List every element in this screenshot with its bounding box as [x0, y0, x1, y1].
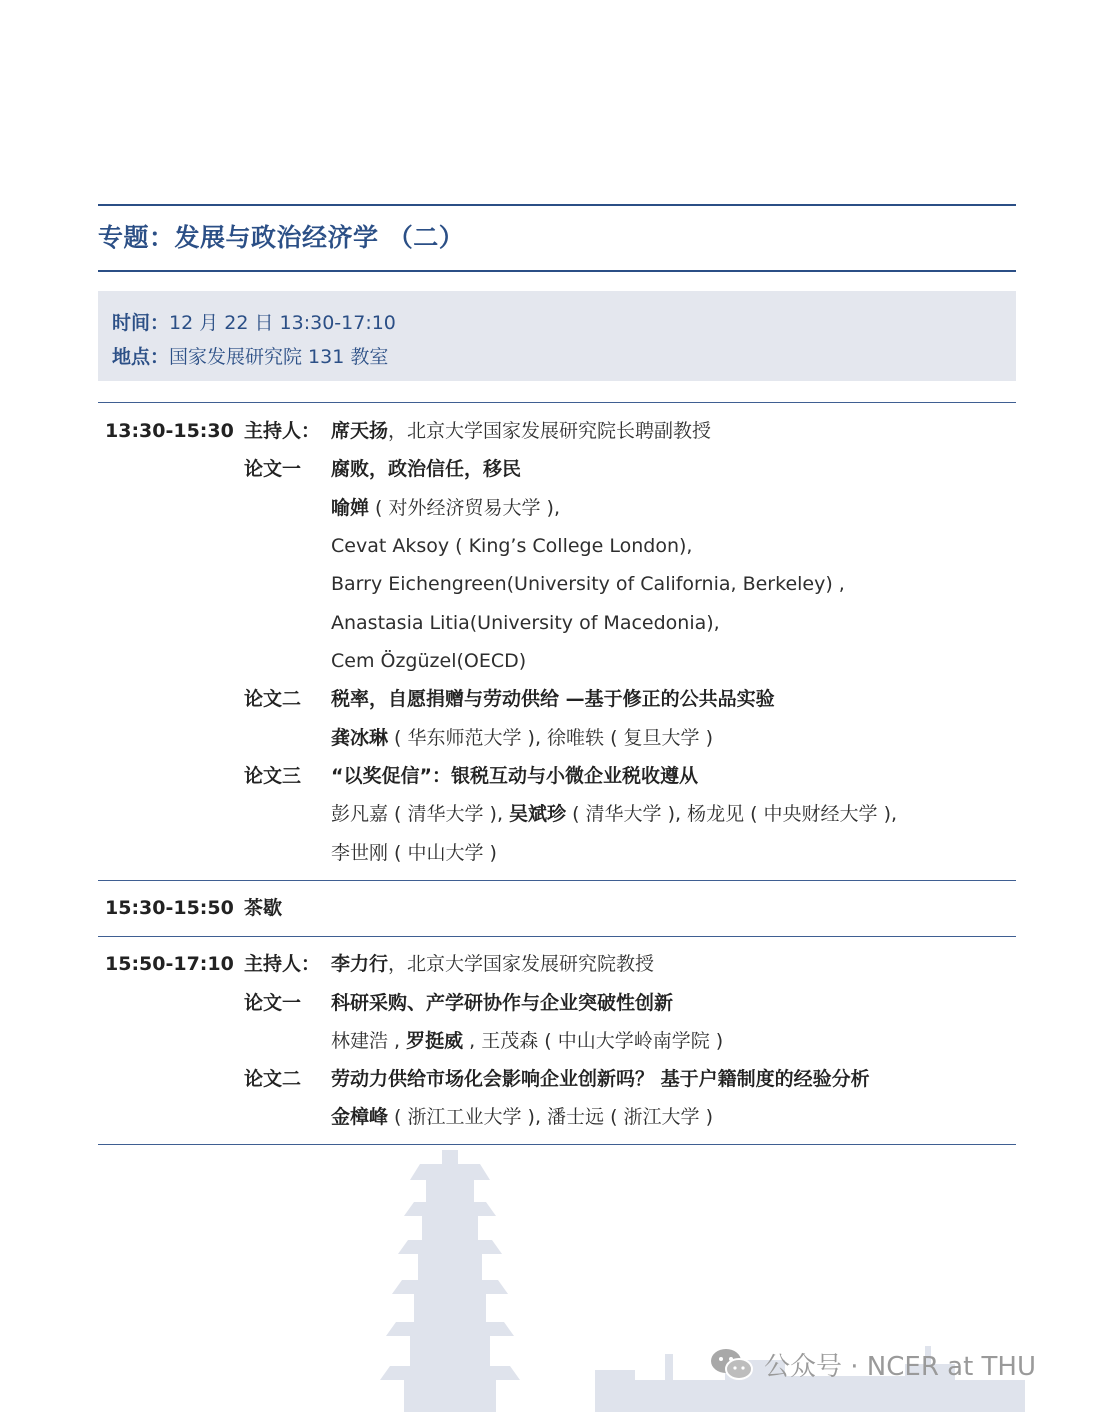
s1-paper1-title: 腐败，政治信任，移民: [331, 458, 522, 480]
break-label: 茶歇: [244, 897, 283, 919]
s2-paper1-title: 科研采购、产学研协作与企业突破性创新: [331, 992, 674, 1014]
author-text: , 王茂森 ( 中山大学岭南学院 ): [463, 1030, 724, 1052]
session1-host-label: 主持人：: [244, 420, 321, 442]
author-name: 吴斌珍: [509, 803, 567, 825]
session2-host-title: ，北京大学国家发展研究院教授: [388, 953, 655, 975]
s1-paper1-author-5: Cem Özgüzel(OECD): [331, 650, 527, 672]
author-name: 罗挺威: [406, 1030, 464, 1052]
watermark: [710, 1346, 1036, 1383]
session2-host-label: 主持人：: [244, 953, 321, 975]
s2-paper2-title: 劳动力供给市场化会影响企业创新吗？ 基于户籍制度的经验分析: [331, 1068, 870, 1090]
session1-time: 13:30-15:30: [105, 420, 234, 442]
author-text: 林建浩 ,: [331, 1030, 407, 1052]
s2-paper1-authors: [331, 1022, 723, 1060]
author-name: 金樟峰: [331, 1106, 389, 1128]
session2-bottom-rule: [98, 1144, 1016, 1145]
s1-paper2-title: 税率，自愿捐赠与劳动供给 —基于修正的公共品实验: [331, 688, 775, 710]
author-affiliation: ( 浙江工业大学 ), 潘士远 ( 浙江大学 ): [388, 1106, 713, 1128]
info-place-key: 地点：: [112, 346, 170, 368]
session2-time: 15:50-17:10: [105, 953, 234, 975]
author-text: 彭凡嘉 ( 清华大学 ),: [331, 803, 510, 825]
info-time-key: 时间：: [112, 312, 170, 334]
session2-host: [331, 945, 654, 983]
info-place: [112, 342, 388, 369]
page-title: 专题：发展与政治经济学 （二）: [98, 223, 465, 252]
break-time: 15:30-15:50: [105, 897, 234, 919]
author-affiliation: ( 对外经济贸易大学 ),: [369, 497, 560, 519]
s1-paper3-authors-2: 李世刚 ( 中山大学 ): [331, 842, 497, 864]
info-place-value: 国家发展研究院 131 教室: [169, 346, 389, 368]
author-affiliation: ( 华东师范大学 ), 徐唯轶 ( 复旦大学 ): [388, 727, 713, 749]
author-name: 龚冰琳: [331, 727, 389, 749]
s1-paper1-author-1: [331, 489, 560, 527]
title-bottom-rule: [98, 270, 1016, 272]
s2-paper1-label: 论文一: [244, 992, 302, 1014]
session2-host-name: 李力行: [331, 953, 389, 975]
s1-paper1-author-2: Cevat Aksoy ( King’s College London),: [331, 535, 693, 557]
watermark-text: 公众号 · NCER at THU: [764, 1352, 1037, 1382]
s2-paper2-authors: [331, 1098, 713, 1136]
author-text: ( 清华大学 ), 杨龙见 ( 中央财经大学 ),: [566, 803, 898, 825]
s1-paper3-label: 论文三: [244, 765, 302, 787]
session1-host: [331, 412, 711, 450]
session1-top-rule: [98, 402, 1016, 403]
s1-paper1-author-3: Barry Eichengreen(University of California, Berkeley) ,: [331, 573, 845, 595]
session2-top-rule: [98, 936, 1016, 937]
s1-paper1-author-4: Anastasia Litia(University of Macedonia),: [331, 612, 720, 634]
s1-paper2-authors: [331, 719, 713, 757]
title-top-rule: [98, 204, 1016, 206]
break-top-rule: [98, 880, 1016, 881]
info-time: [112, 308, 396, 335]
wechat-icon: [710, 1347, 754, 1383]
info-box: [98, 291, 1016, 381]
s1-paper2-label: 论文二: [244, 688, 302, 710]
info-time-value: 12 月 22 日 13:30-17:10: [169, 312, 396, 334]
author-name: 喻婵: [331, 497, 370, 519]
s1-paper3-title: “以奖促信”：银税互动与小微企业税收遵从: [331, 765, 698, 787]
session1-host-name: 席天扬: [331, 420, 389, 442]
s1-paper1-label: 论文一: [244, 458, 302, 480]
s2-paper2-label: 论文二: [244, 1068, 302, 1090]
session1-host-title: ，北京大学国家发展研究院长聘副教授: [388, 420, 712, 442]
s1-paper3-authors-1: [331, 795, 897, 833]
pagoda-illustration: [380, 1150, 520, 1412]
